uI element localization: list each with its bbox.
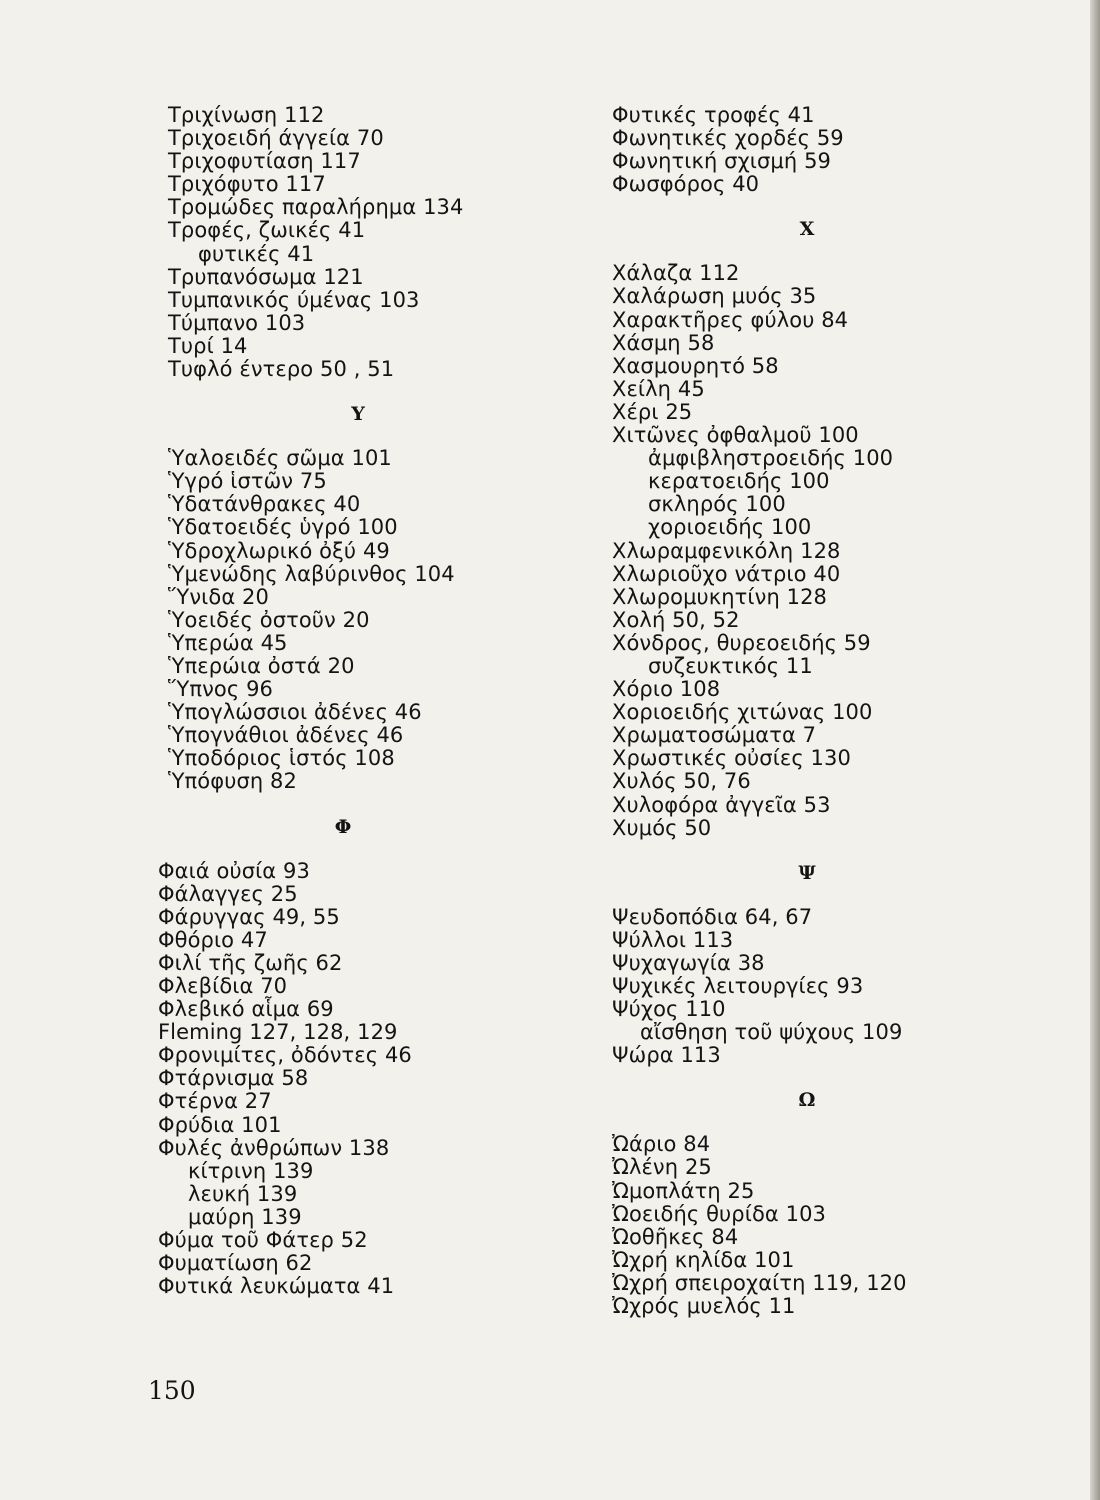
index-section-upsilon [168,381,568,793]
index-entry: Χρωματοσώματα 7 [612,723,817,748]
index-section-psi [612,840,1012,1068]
index-entry: Χρωστικές οὐσίες 130 [612,746,851,771]
index-entry: Φρύδια 101 [158,1112,282,1137]
index-entry: Ὑδατάνθρακες 40 [168,492,361,517]
index-entry: Φλεβίδια 70 [158,974,288,998]
index-entry: Φυλές ἀνθρώπων 138 [158,1135,390,1160]
index-entry: Χιτῶνες ὀφθαλμοῦ 100 [612,423,859,448]
index-entry: Φλεβικό αἷμα 69 [158,997,334,1022]
index-entry: Χλωριοῦχο νάτριο 40 [612,561,841,586]
entry-list [612,906,1012,1068]
index-entry: Τροφές, ζωικές 41 [168,218,366,243]
index-entry: Ὑπερώα 45 [168,630,288,655]
index-entry: Τρομώδες παραλήρημα 134 [168,195,464,220]
index-subentry: ἀμφιβληστροειδής 100 [648,446,894,471]
entry-list [168,447,568,793]
index-entry: Χασμουρητό 58 [612,353,779,378]
index-entry: Ὑδροχλωρικό ὀξύ 49 [168,538,390,563]
index-entry: Χόνδρος, θυρεοειδής 59 [612,630,871,655]
index-entry: Ὑπογνάθιοι ἀδένες 46 [168,723,404,748]
index-entry: Τυρί 14 [168,333,248,358]
index-entry: Τρυπανόσωμα 121 [168,264,364,289]
index-entry: Χυμός 50 [612,815,712,840]
index-entry: Φύμα τοῦ Φάτερ 52 [158,1228,368,1253]
index-entry: Ὑδατοειδές ὑγρό 100 [168,515,398,540]
index-entry: Χολή 50, 52 [612,607,740,632]
index-subentry: φυτικές 41 [198,241,315,266]
index-entry: Ψύλλοι 113 [612,927,734,952]
index-entry: Φωσφόρος 40 [612,172,760,197]
index-entry: Ὑπογλώσσιοι ἀδένες 46 [168,700,422,725]
index-entry: Ὑμενώδης λαβύρινθος 104 [168,561,455,586]
index-entry: Ὑγρό ἱστῶν 75 [168,469,327,494]
index-entry: Ὕνιδα 20 [168,584,269,609]
index-entry: Ψύχος 110 [612,997,726,1022]
page-edge-shadow [1090,0,1100,1500]
index-entry: Ψώρα 113 [612,1043,721,1068]
index-entry: Ψυχικές λειτουργίες 93 [612,974,864,998]
index-entry: Τριχοφυτίαση 117 [168,149,361,174]
entry-list [612,262,1012,839]
index-entry: Ὠοειδής θυρίδα 103 [612,1201,826,1226]
index-subentry: συζευκτικός 11 [648,653,813,678]
index-entry: Ψευδοπόδια 64, 67 [612,904,813,929]
index-entry: Ὠλένη 25 [612,1155,712,1180]
index-section-phi-continued [612,104,1012,196]
index-entry: Ὠάριο 84 [612,1132,711,1157]
index-entry: Φωνητικές χορδές 59 [612,126,844,151]
page-number: 150 [148,1376,196,1405]
index-entry: Ὠχρή κηλίδα 101 [612,1247,795,1272]
index-entry: Fleming 127, 128, 129 [158,1020,398,1045]
section-letter-heading: Ω [798,1089,816,1112]
entry-list [612,1133,1012,1318]
index-entry: Φυτικά λευκώματα 41 [158,1274,395,1299]
index-entry: Φάλαγγες 25 [158,881,298,906]
index-entry: Φωνητική σχισμή 59 [612,149,831,174]
index-entry: Φάρυγγας 49, 55 [158,904,340,929]
index-entry: Χλωραμφενικόλη 128 [612,538,841,563]
section-letter-heading: Φ [334,815,352,838]
entry-list [612,104,1012,196]
index-entry: Τύμπανο 103 [168,310,306,335]
index-entry: Χάλαζα 112 [612,261,740,286]
index-section-phi [158,794,568,1299]
index-entry: Χοριοειδής χιτώνας 100 [612,700,873,725]
index-entry: Ὑποδόριος ἱστός 108 [168,746,395,771]
index-entry: Φιλί τῆς ζωῆς 62 [158,950,343,975]
index-section-chi [612,196,1012,839]
index-entry: Φθόριο 47 [158,927,268,952]
index-entry: Ὠμοπλάτη 25 [612,1178,755,1203]
index-entry: Ὑπόφυση 82 [168,769,297,794]
index-subentry: κερατοειδής 100 [648,469,830,494]
index-entry: Χείλη 45 [612,376,705,401]
index-entry: Χλωρομυκητίνη 128 [612,584,828,609]
index-entry: Ψυχαγωγία 38 [612,950,765,975]
index-entry: Ὑαλοειδές σῶμα 101 [168,446,392,471]
index-entry: Χαλάρωση μυός 35 [612,284,817,309]
index-entry: Φαιά οὐσία 93 [158,858,310,883]
index-entry: Ὠοθῆκες 84 [612,1224,739,1249]
index-section-omega [612,1067,1012,1318]
index-entry: Φτέρνα 27 [158,1089,272,1114]
index-entry: Φυματίωση 62 [158,1251,313,1276]
index-entry: Χόριο 108 [612,677,721,702]
index-entry: Τριχίνωση 112 [168,103,325,127]
index-entry: Χάσμη 58 [612,330,715,355]
index-entry: Τυφλό έντερο 50 , 51 [168,357,395,382]
index-entry: Χυλοφόρα ἀγγεῖα 53 [612,792,831,817]
index-entry: Χαρακτῆρες φύλου 84 [612,307,849,332]
index-entry: Χέρι 25 [612,399,693,424]
index-entry: Ὑπερώια ὀστά 20 [168,653,355,678]
section-letter-heading: Χ [799,218,815,241]
index-subentry: σκληρός 100 [648,492,786,517]
index-entry: Χυλός 50, 76 [612,769,751,794]
index-column-left [158,103,568,1299]
index-section-tau [168,104,568,381]
index-entry: Φτάρνισμα 58 [158,1066,309,1091]
index-subentry: κίτρινη 139 [188,1158,314,1183]
index-entry: Ὑοειδές ὀστοῦν 20 [168,607,370,632]
index-entry: Ὠχρή σπειροχαίτη 119, 120 [612,1270,907,1295]
section-letter-heading: Υ [351,403,365,426]
index-entry: Ὠχρός μυελός 11 [612,1294,796,1319]
index-subentry: λευκή 139 [188,1181,298,1206]
section-letter-heading: Ψ [798,861,816,884]
entry-list [168,104,568,381]
index-subentry: αἴσθηση τοῦ ψύχους 109 [640,1020,903,1045]
entry-list [158,860,568,1299]
index-entry: Φρονιμίτες, ὀδόντες 46 [158,1043,412,1068]
index-subentry: μαύρη 139 [188,1204,302,1229]
index-column-right [612,104,1012,1318]
index-entry: Τυμπανικός ύμένας 103 [168,287,420,312]
index-entry: Φυτικές τροφές 41 [612,103,815,127]
index-entry: Τριχόφυτο 117 [168,172,326,197]
index-entry: Τριχοειδή άγγεία 70 [168,126,384,151]
index-subentry: χοριοειδής 100 [648,515,812,540]
index-entry: Ὕπνος 96 [168,677,274,702]
